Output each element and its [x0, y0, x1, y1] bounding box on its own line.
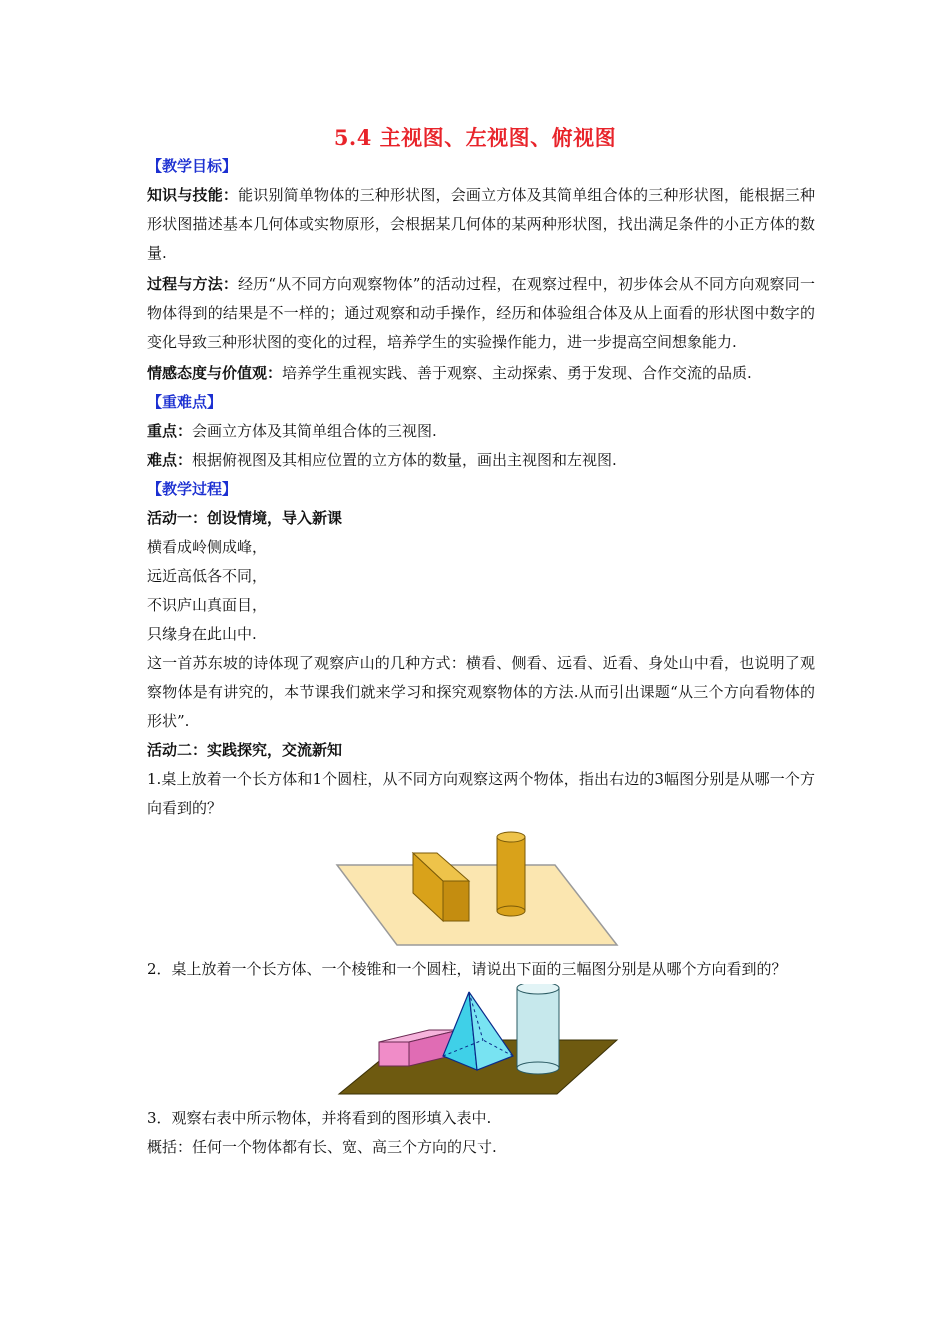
- page-title: 5.4 主视图、左视图、俯视图: [333, 125, 617, 150]
- knowledge-paragraph: [147, 181, 815, 268]
- document-body: [147, 152, 815, 1162]
- box-front: [379, 1042, 409, 1066]
- difficult-paragraph: [147, 446, 815, 475]
- process-label: 过程与方法：: [147, 275, 239, 293]
- poem-line: 横看成岭侧成峰，: [147, 538, 268, 556]
- poem-line: 不识庐山真面目，: [147, 596, 268, 614]
- key-text: 会画立方体及其简单组合体的三视图.: [192, 422, 437, 440]
- pyramid-right-face: [469, 992, 513, 1070]
- emotion-text: 培养学生重视实践、善于观察、主动探索、勇于发现、合作交流的品质.: [282, 364, 752, 382]
- knowledge-text: 能识别简单物体的三种形状图，会画立方体及其简单组合体的三种形状图，能根据三种形状图描述基本几何体或实物原形，会根据某几何体的某两种形状图，找出满足条件的小正方体的数量.: [147, 186, 815, 262]
- poem-line: 只缘身在此山中.: [147, 625, 257, 643]
- emotion-paragraph: [147, 359, 815, 388]
- question-1: 1.桌上放着一个长方体和1个圆柱，从不同方向观察这两个物体，指出右边的3幅图分别是从哪一个方向看到的？: [147, 770, 815, 817]
- cylinder-top: [517, 984, 559, 994]
- poem-line: 远近高低各不同，: [147, 567, 268, 585]
- cylinder-body: [517, 988, 559, 1068]
- goals-heading: 【教学目标】: [147, 157, 238, 175]
- figure-box-pyramid-cylinder: [147, 984, 815, 1104]
- difficult-label: 难点：: [147, 451, 193, 469]
- knowledge-label: 知识与技能：: [147, 186, 239, 204]
- keypoints-heading: 【重难点】: [147, 393, 223, 411]
- key-paragraph: [147, 417, 815, 446]
- cylinder-bottom: [517, 1062, 559, 1074]
- cuboid-side: [443, 881, 469, 921]
- summary: 概括：任何一个物体都有长、宽、高三个方向的尺寸.: [147, 1138, 497, 1156]
- question-2: 2．桌上放着一个长方体、一个棱锥和一个圆柱，请说出下面的三幅图分别是从哪个方向看到的？: [147, 960, 787, 978]
- activity1-title: 活动一：创设情境，导入新课: [147, 509, 343, 527]
- key-label: 重点：: [147, 422, 193, 440]
- figure-box-cylinder: [147, 823, 815, 955]
- activity2-title: 活动二：实践探究，交流新知: [147, 741, 343, 759]
- cylinder-top: [497, 832, 525, 842]
- cylinder-bottom: [497, 906, 525, 916]
- process-heading: 【教学过程】: [147, 480, 238, 498]
- question-3: 3．观察右表中所示物体，并将看到的图形填入表中.: [147, 1109, 492, 1127]
- emotion-label: 情感态度与价值观：: [147, 364, 283, 382]
- process-text: 经历“从不同方向观察物体”的活动过程，在观察过程中，初步体会从不同方向观察同一物体得到的结果是不一样的；通过观察和动手操作，经历和体验组合体及从上面看的形状图中数字的变化导致三种形状图的变化的过程，培养学生的实验操作能力，进一步提高空间想象能力.: [147, 275, 815, 351]
- difficult-text: 根据俯视图及其相应位置的立方体的数量，画出主视图和左视图.: [192, 451, 617, 469]
- process-paragraph: [147, 270, 815, 357]
- cylinder-body: [497, 837, 525, 911]
- intro-paragraph: 这一首苏东坡的诗体现了观察庐山的几种方式：横看、侧看、远看、近看、身处山中看，也说明了观察物体是有讲究的，本节课我们就来学习和探究观察物体的方法.从而引出课题“从三个方向看物体的形状”.: [147, 654, 815, 730]
- table-surface: [337, 865, 617, 945]
